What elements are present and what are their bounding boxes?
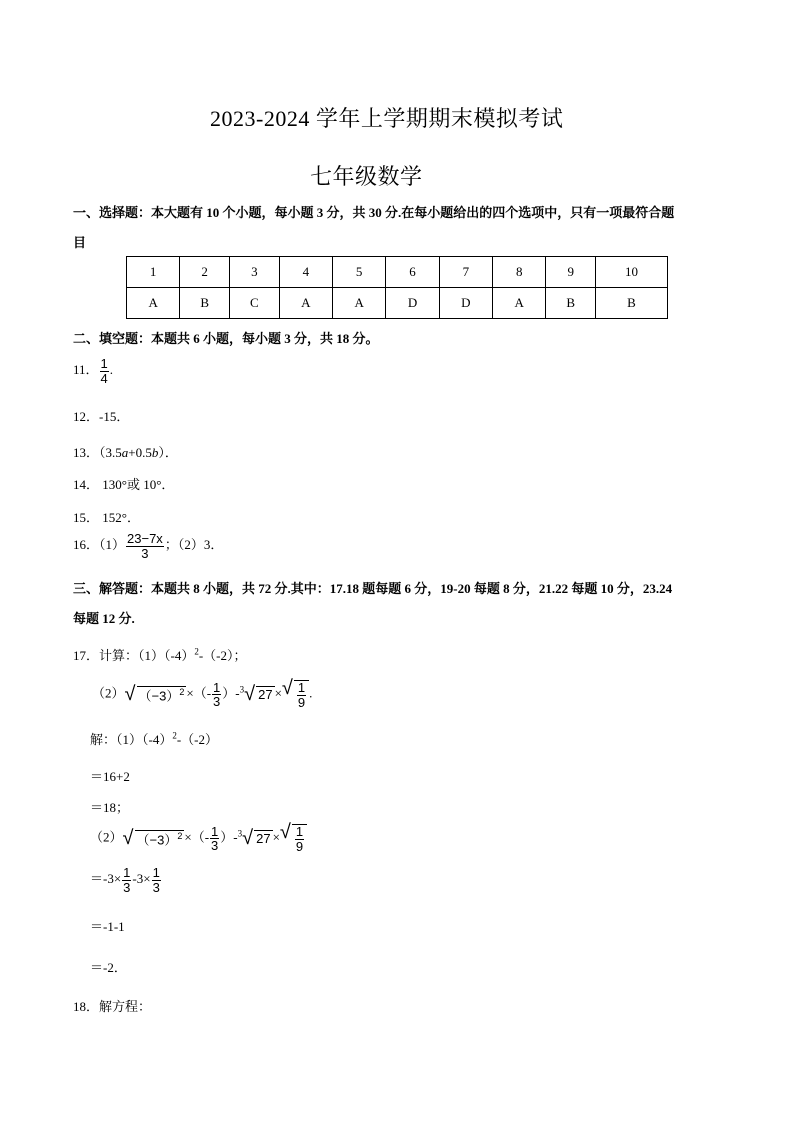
- exponent: 2: [172, 730, 177, 741]
- fraction-numerator: 1: [123, 865, 131, 880]
- fraction-denominator: 4: [100, 370, 108, 386]
- square-root: [281, 677, 309, 710]
- table-cell-number: 1: [127, 257, 180, 288]
- q17-times1: ×（-: [186, 685, 212, 701]
- solution-label: 解：（1）（-4）: [90, 732, 173, 747]
- cube-root-body: 27: [258, 687, 273, 703]
- solution-step2: ＝18；: [90, 800, 130, 815]
- exponent: 2: [194, 646, 199, 657]
- cube-root-index: 3: [239, 684, 245, 695]
- fraction-denominator: 3: [141, 545, 149, 561]
- fraction-numerator: 1: [100, 356, 108, 371]
- table-cell-number: 8: [493, 257, 546, 288]
- q13-mid: +0.5: [128, 445, 152, 460]
- table-cell-answer: B: [546, 288, 596, 319]
- table-cell-number: 4: [279, 257, 332, 288]
- section1-heading: 一、选择题：本大题有 10 个小题，每小题 3 分，共 30 分.在每小题给出的四个选项中，只有一项最符合题: [73, 205, 675, 220]
- q11-label: 11．: [73, 362, 99, 378]
- solution-step3: [90, 866, 162, 894]
- fraction-denominator: 3: [211, 838, 219, 854]
- fraction: [210, 825, 219, 853]
- fraction-numerator: 1: [213, 679, 221, 695]
- table-cell-answer: B: [180, 288, 230, 319]
- q16: [73, 532, 223, 560]
- fraction-denominator: 3: [152, 879, 160, 895]
- step3-b: -3×: [132, 871, 151, 887]
- q17-end: .: [309, 685, 313, 701]
- radical-sign-icon: √: [122, 826, 134, 849]
- table-cell-answer: D: [439, 288, 492, 319]
- q17-label: 17．计算：（1）（-4）: [73, 648, 195, 663]
- section3-heading-cont: 每题 12 分.: [73, 611, 135, 626]
- solution-step1: ＝16+2: [90, 769, 130, 784]
- times: ×（-: [184, 829, 210, 845]
- square-root: [279, 821, 307, 854]
- square-root: [124, 682, 187, 705]
- section1-heading-cont: 目: [73, 235, 87, 250]
- fraction: [122, 866, 131, 894]
- q16-label: 16．（1）: [73, 537, 126, 553]
- q15: 15． 152°．: [73, 510, 140, 525]
- exponent: 2: [179, 686, 185, 697]
- solution-part2: [90, 821, 307, 854]
- radical-sign-icon: √: [281, 677, 293, 699]
- section3-heading: 三、解答题：本题共 8 小题，共 72 分.其中：17.18 题每题 6 分，19-20 每题 8 分，21.22 每题 10 分，23.24: [73, 581, 673, 596]
- q11-tail: .: [109, 362, 114, 378]
- table-cell-number: 5: [333, 257, 386, 288]
- square-root: [122, 826, 185, 849]
- answer-table: [126, 256, 668, 319]
- q18: 18．解方程：: [73, 999, 152, 1014]
- page-subtitle: 七年级数学: [310, 164, 423, 189]
- q13-tail: ）．: [158, 445, 178, 460]
- cube-root: [242, 827, 272, 850]
- radical-sign-icon: √: [244, 683, 256, 706]
- table-cell-number: 3: [230, 257, 280, 288]
- solution-step5: ＝-2．: [90, 960, 127, 975]
- fraction: [212, 681, 221, 709]
- q17-p2-label: （2）: [92, 685, 125, 701]
- q17-part2: [92, 677, 313, 710]
- q11: [73, 357, 113, 385]
- table-row-numbers: [127, 257, 668, 288]
- fraction: [295, 825, 304, 853]
- solution-p2-label: （2）: [90, 829, 123, 845]
- cube-root-index: 3: [237, 828, 243, 839]
- q17-tail: -（-2）；: [198, 648, 247, 663]
- fraction-denominator: 9: [297, 694, 306, 710]
- fraction-numerator: 1: [295, 824, 304, 839]
- table-cell-answer: A: [333, 288, 386, 319]
- radical-sign-icon: √: [242, 827, 254, 850]
- table-cell-answer: A: [127, 288, 180, 319]
- q17-times2: ×: [274, 685, 282, 701]
- fraction-numerator: 1: [211, 823, 219, 839]
- radical-sign-icon: √: [279, 821, 291, 843]
- q17-part1: [73, 645, 247, 664]
- solution-part1: [90, 729, 218, 748]
- mid: ）-: [220, 829, 238, 845]
- table-cell-answer: D: [386, 288, 439, 319]
- exponent: 2: [177, 830, 183, 841]
- sqrt-body: （−3）: [136, 832, 178, 847]
- times: ×: [272, 829, 280, 845]
- fraction-denominator: 3: [213, 694, 221, 710]
- table-cell-answer: C: [230, 288, 280, 319]
- cube-root-body: 27: [256, 831, 271, 847]
- table-cell-number: 7: [439, 257, 492, 288]
- step3-a: ＝-3×: [90, 871, 122, 887]
- fraction-denominator: 9: [295, 838, 304, 854]
- q14: 14． 130°或 10°．: [73, 477, 175, 492]
- page-title: 2023-2024 学年上学期期末模拟考试: [210, 106, 564, 131]
- fraction-numerator: 23−7x: [127, 531, 163, 546]
- q16-tail: ；（2）3．: [164, 537, 224, 553]
- q17-mid: ）-: [222, 685, 240, 701]
- q13-var-a: a: [121, 445, 129, 460]
- table-cell-answer: B: [596, 288, 668, 319]
- table-cell-answer: A: [493, 288, 546, 319]
- q13-var-b: b: [151, 445, 159, 460]
- fraction: [152, 866, 161, 894]
- radical-sign-icon: √: [124, 682, 136, 705]
- table-row-answers: [127, 288, 668, 319]
- fraction: [297, 681, 306, 709]
- q12: 12．-15．: [73, 409, 130, 424]
- table-cell-answer: A: [279, 288, 332, 319]
- q13: [73, 442, 178, 461]
- sqrt-body: （−3）: [138, 688, 180, 703]
- q11-fraction: [100, 357, 109, 385]
- table-cell-number: 9: [546, 257, 596, 288]
- solution-step4: ＝-1-1: [90, 919, 125, 934]
- q16-fraction: [126, 532, 164, 560]
- section2-heading: 二、填空题：本题共 6 小题，每小题 3 分，共 18 分。: [73, 331, 379, 346]
- cube-root: [244, 683, 274, 706]
- fraction-numerator: 1: [297, 680, 306, 695]
- table-cell-number: 10: [596, 257, 668, 288]
- fraction-denominator: 3: [123, 879, 131, 895]
- table-cell-number: 6: [386, 257, 439, 288]
- table-cell-number: 2: [180, 257, 230, 288]
- fraction-numerator: 1: [152, 865, 160, 880]
- q13-label: 13．（3.5: [73, 445, 122, 460]
- solution-tail: -（-2）: [176, 732, 219, 747]
